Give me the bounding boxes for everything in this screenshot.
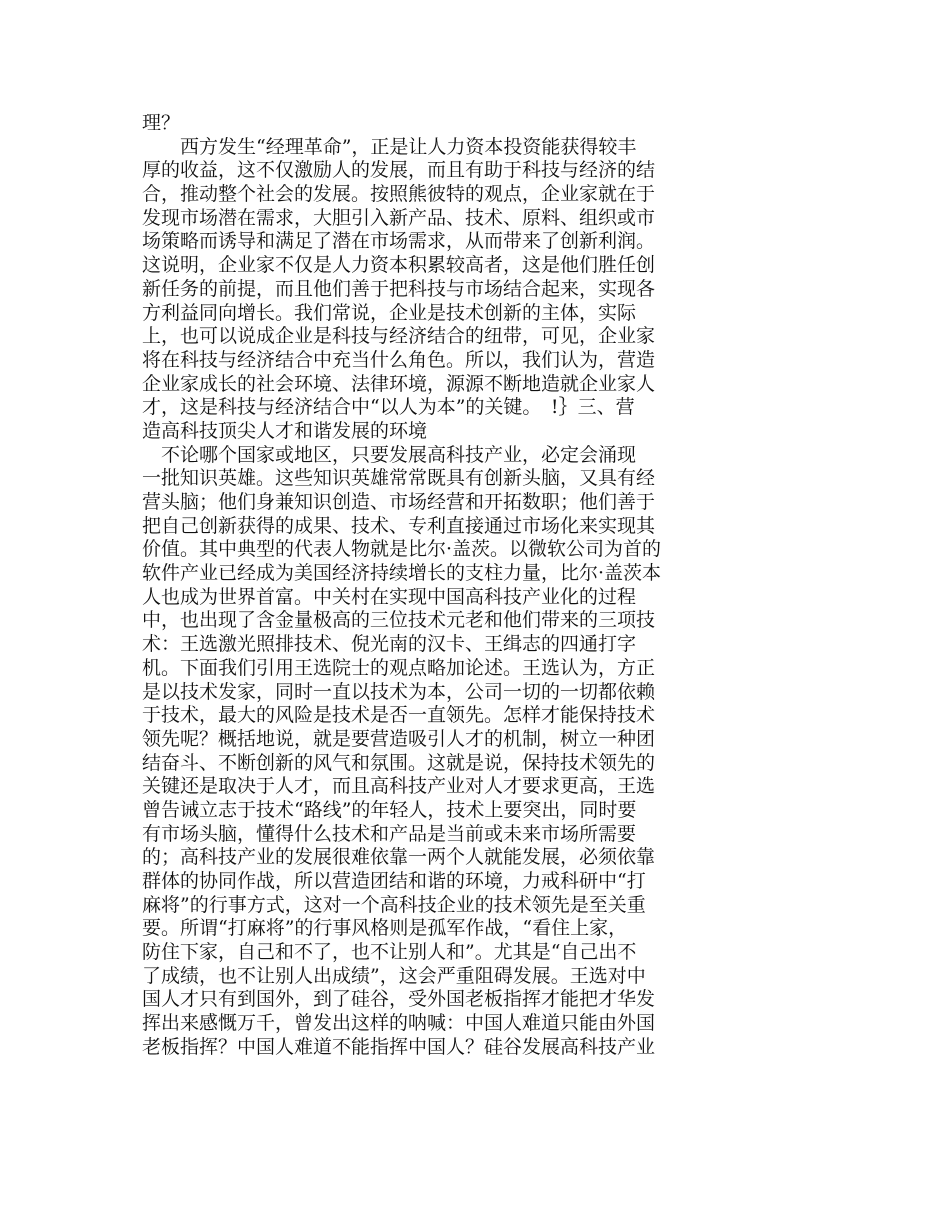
text-line: 企业家成长的社会环境、法律环境，源源不断地造就企业家人 bbox=[142, 372, 656, 395]
text-line: 麻将”的行事方式，这对一个高科技企业的技术领先是至关重 bbox=[142, 893, 646, 916]
text-line: 才，这是科技与经济结合中“以人为本”的关键。 !｝三、营 bbox=[142, 396, 635, 419]
text-line: 是以技术发家，同时一直以技术为本，公司一切的一切都依赖 bbox=[142, 680, 656, 703]
text-line: 挥出来感慨万千，曾发出这样的呐喊：中国人难道只能由外国 bbox=[142, 1012, 656, 1035]
text-line: 上，也可以说成企业是科技与经济结合的纽带，可见，企业家 bbox=[142, 325, 656, 348]
text-line: 软件产业已经成为美国经济持续增长的支柱力量，比尔·盖茨本 bbox=[142, 562, 662, 585]
text-line: 曾告诫立志于技术“路线”的年轻人，技术上要突出，同时要 bbox=[142, 798, 637, 821]
text-line: 国人才只有到国外，到了硅谷，受外国老板指挥才能把才华发 bbox=[142, 988, 656, 1011]
text-line: 防住下家，自己和不了，也不让别人和”。尤其是“自己出不 bbox=[142, 941, 637, 964]
text-line: 价值。其中典型的代表人物就是比尔·盖茨。以微软公司为首的 bbox=[142, 538, 662, 561]
text-line: 场策略而诱导和满足了潜在市场需求，从而带来了创新利润。 bbox=[142, 230, 656, 253]
text-line: 人也成为世界首富。中关村在实现中国高科技产业化的过程 bbox=[142, 585, 637, 608]
text-line: 关键还是取决于人才，而且高科技产业对人才要求更高，王选 bbox=[142, 775, 656, 798]
body-text bbox=[142, 112, 752, 1060]
text-line: 营头脑；他们身兼知识创造、市场经营和开拓数职；他们善于 bbox=[142, 491, 656, 513]
text-line: 一批知识英雄。这些知识英雄常常既具有创新头脑，又具有经 bbox=[142, 467, 656, 490]
text-line: 中，也出现了含金量极高的三位技术元老和他们带来的三项技 bbox=[142, 609, 656, 632]
text-line: 厚的收益，这不仅激励人的发展，而且有助于科技与经济的结 bbox=[142, 159, 656, 182]
text-line: 方利益同向增长。我们常说，企业是技术创新的主体，实际 bbox=[142, 301, 637, 324]
text-line: 的；高科技产业的发展很难依靠一两个人就能发展，必须依靠 bbox=[142, 846, 656, 869]
text-line: 合，推动整个社会的发展。按照熊彼特的观点，企业家就在于 bbox=[142, 183, 656, 206]
text-line: 领先呢？概括地说，就是要营造吸引人才的机制，树立一种团 bbox=[142, 727, 656, 750]
text-line: 西方发生“经理革命”，正是让人力资本投资能获得较丰 bbox=[142, 135, 637, 158]
text-line: 新任务的前提，而且他们善于把科技与市场结合起来，实现各 bbox=[142, 277, 656, 300]
text-line: 不论哪个国家或地区，只要发展高科技产业，必定会涌现 bbox=[142, 443, 637, 466]
text-line: 要。所谓“打麻将”的行事风格则是孤军作战，“看住上家， bbox=[142, 917, 628, 940]
text-line: 将在科技与经济结合中充当什么角色。所以，我们认为，营造 bbox=[142, 348, 656, 371]
text-line: 老板指挥？中国人难道不能指挥中国人？硅谷发展高科技产业 bbox=[142, 1035, 656, 1058]
text-line: 理？ bbox=[142, 112, 181, 134]
text-line: 机。下面我们引用王选院士的观点略加论述。王选认为，方正 bbox=[142, 656, 656, 679]
text-line: 造高科技顶尖人才和谐发展的环境 bbox=[142, 419, 428, 442]
text-line: 发现市场潜在需求，大胆引入新产品、技术、原料、组织或市 bbox=[142, 206, 656, 229]
text-line: 结奋斗、不断创新的风气和氛围。这就是说，保持技术领先的 bbox=[142, 751, 656, 774]
text-line: 于技术，最大的风险是技术是否一直领先。怎样才能保持技术 bbox=[142, 704, 656, 727]
text-line: 把自己创新获得的成果、技术、专利直接通过市场化来实现其 bbox=[142, 514, 656, 537]
text-line: 群体的协同作战，所以营造团结和谐的环境，力戒科研中“打 bbox=[142, 870, 646, 892]
text-line: 术：王选激光照排技术、倪光南的汉卡、王缉志的四通打字 bbox=[142, 633, 637, 656]
text-line: 了成绩，也不让别人出成绩”，这会严重阻碍发展。王选对中 bbox=[142, 964, 646, 987]
text-line: 这说明，企业家不仅是人力资本积累较高者，这是他们胜任创 bbox=[142, 254, 656, 277]
text-line: 有市场头脑，懂得什么技术和产品是当前或未来市场所需要 bbox=[142, 822, 637, 845]
